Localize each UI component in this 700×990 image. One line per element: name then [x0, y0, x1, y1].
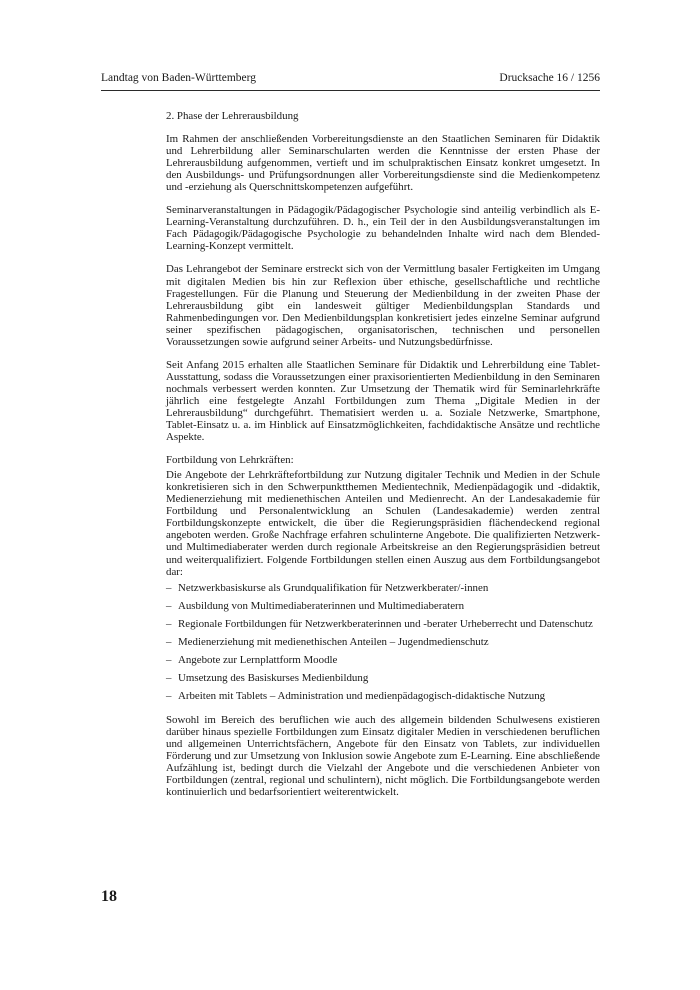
dash-marker: –	[166, 671, 172, 684]
header-parliament-name: Landtag von Baden-Württemberg	[101, 72, 256, 84]
dash-marker: –	[166, 617, 172, 630]
main-content	[166, 110, 600, 809]
page-number: 18	[101, 888, 117, 905]
list-item	[166, 600, 600, 612]
header-document-number: Drucksache 16 / 1256	[499, 72, 600, 84]
training-list	[166, 582, 600, 702]
dash-marker: –	[166, 689, 172, 702]
list-item	[166, 672, 600, 684]
dash-marker: –	[166, 653, 172, 666]
list-item	[166, 654, 600, 666]
list-item-text: Ausbildung von Multimediaberaterinnen und Multimediaberatern	[178, 599, 465, 612]
list-item-text: Netzwerkbasiskurse als Grundqualifikation für Netzwerkberater/-innen	[178, 581, 489, 594]
paragraph: Seit Anfang 2015 erhalten alle Staatlichen Seminare für Didaktik und Lehrerbildung eine Tablet-Ausstattung, sodass die Voraussetzungen einer praxisorientierten Medienbildung in den Seminaren nochmals verbessert werden konnten. Zur Umsetzung der Thematik wird für Seminarlehrkräfte jährlich eine festgelegte Anzahl Fortbildungen zum Thema „Digitale Medien in der Lehrerausbildung“ durchgeführt. Thematisiert werden u. a. Soziale Netzwerke, Smartphone, Tablet-Einsatz u. a. im Hinblick auf Einsatzmöglichkeiten, fachdidaktische Ansätze und rechtliche Aspekte.	[166, 358, 600, 444]
section-heading: 2. Phase der Lehrerausbildung	[166, 110, 299, 122]
section-subheading: Fortbildung von Lehrkräften:	[166, 454, 294, 467]
list-item	[166, 690, 600, 702]
list-item	[166, 618, 600, 630]
list-item-text: Medienerziehung mit medienethischen Anteilen – Jugendmedienschutz	[178, 635, 489, 648]
list-item-text: Arbeiten mit Tablets – Administration und medienpädagogisch-didaktische Nutzung	[178, 689, 546, 702]
dash-marker: –	[166, 599, 172, 612]
dash-marker: –	[166, 635, 172, 648]
paragraph: Seminarveranstaltungen in Pädagogik/Pädagogischer Psychologie sind anteilig verbindlich als E-Learning-Veranstaltung durchzuführen. D. h., ein Teil der in den Ausbildungsveranstaltungen im Fach Pädagogik/Pädagogische Psychologie zu behandelnden Inhalte wird nach dem Blended-Learning-Konzept vermittelt.	[166, 204, 600, 253]
paragraph: Im Rahmen der anschließenden Vorbereitungsdienste an den Staatlichen Seminaren für Didaktik und Lehrerbildung aller Seminarschularten werden die Kenntnisse der ersten Phase der Lehrerausbildung aufgenommen, vertieft und im schulpraktischen Einsatz konkret umgesetzt. In den Ausbildungs- und Prüfungsordnungen aller Vorbereitungsdienste sind die Medienkompetenz und -erziehung als Querschnittskompetenzen aufgeführt.	[166, 133, 600, 194]
paragraph: Sowohl im Bereich des beruflichen wie auch des allgemein bildenden Schulwesens existieren darüber hinaus spezielle Fortbildungen zum Einsatz digitaler Medien in verschiedenen beruflichen und allgemeinen Unterrichtsfächern, Angebote für den Einsatz von Tablets, zur individuellen Förderung und zur Umsetzung von Inklusion sowie Angebote zum E-Learning. Eine abschließende Aufzählung ist, bedingt durch die Vielzahl der Angebote und die verschiedenen Anbieter von Fortbildungen (zentral, regional und schulintern), nicht möglich. Die Fortbildungsangebote werden kontinuierlich und bedarfsorientiert weiterentwickelt.	[166, 713, 600, 799]
dash-marker: –	[166, 581, 172, 594]
paragraph: Die Angebote der Lehrkräftefortbildung zur Nutzung digitaler Technik und Medien in der Schule konkretisieren sich in den Schwerpunktthemen Medientechnik, Medienpädagogik und -didaktik, Medienerziehung mit medienethischen Anteilen und Medienrecht. An der Landesakademie für Fortbildung und Personalentwicklung an Schulen (Landesakademie) werden zentral Fortbildungskonzepte entwickelt, die über die Regierungspräsidien flächendeckend regional angeboten werden. Große Nachfrage erfahren schulinterne Angebote. Die qualifizierten Netzwerk- und Multimediaberater werden durch regionale Arbeitskreise an den Regierungspräsidien betreut und weiterqualifiziert. Folgende Fortbildungen stellen einen Auszug aus dem Fortbildungsangebot dar:	[166, 469, 600, 578]
paragraph: Das Lehrangebot der Seminare erstreckt sich von der Vermittlung basaler Fertigkeiten im Umgang mit digitalen Medien bis hin zur Reflexion über ethische, gesellschaftliche und rechtliche Fragestellungen. Für die Planung und Steuerung der Medienbildung in der zweiten Phase der Lehrerausbildung gibt ein landesweit gültiger Medienbildungsplan Standards und Rahmenbedingungen vor. Den Medienbildungsplan konkretisiert jedes einzelne Seminar aufgrund seiner spezifischen pädagogischen, organisatorischen, technischen und personellen Voraussetzungen sowie aufgrund seiner Arbeits- und Nutzungsbedürfnisse.	[166, 263, 600, 348]
list-item-text: Angebote zur Lernplattform Moodle	[178, 653, 338, 666]
list-item	[166, 582, 600, 594]
list-item-text: Umsetzung des Basiskurses Medienbildung	[178, 671, 369, 684]
page-header	[101, 68, 600, 91]
list-item	[166, 636, 600, 648]
list-item-text: Regionale Fortbildungen für Netzwerkberaterinnen und -berater Urheberrecht und Datenschutz	[178, 617, 593, 630]
